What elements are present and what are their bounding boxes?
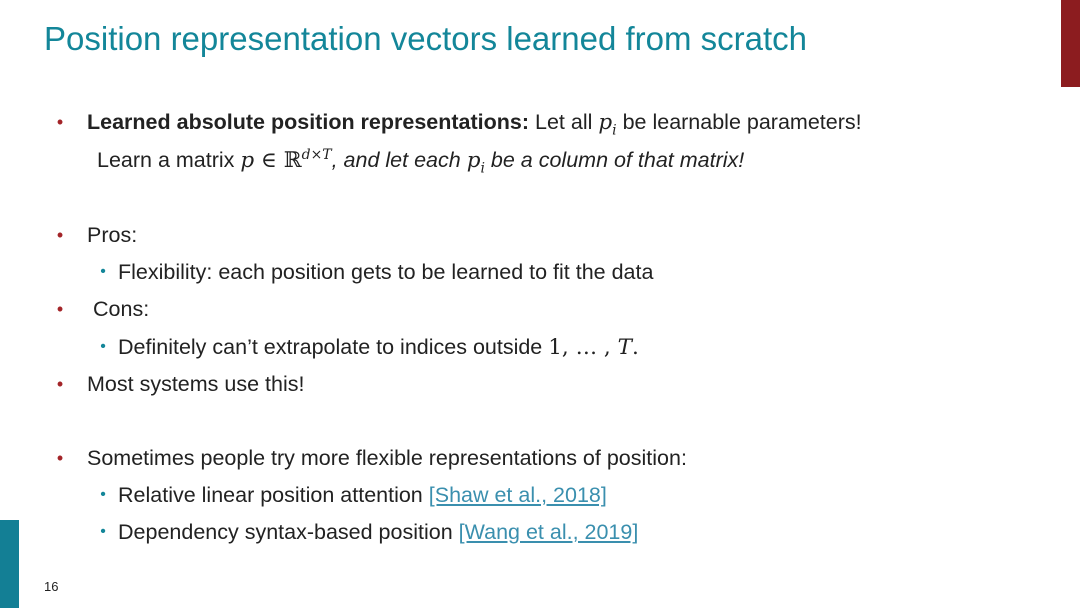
bullet-dot: • — [56, 374, 64, 394]
shaw-2018-citation-link[interactable]: [Shaw et al., 2018] — [428, 483, 607, 507]
bullet-dot: • — [56, 299, 64, 319]
sub-bullet-dot: • — [100, 523, 106, 540]
bullet-dot: • — [56, 225, 64, 245]
sometimes-item-dependency: Dependency syntax-based position [Wang et al., 2019] — [118, 520, 639, 544]
bullet-sometimes: Sometimes people try more flexible representations of position: — [87, 446, 687, 470]
pros-item: Flexibility: each position gets to be learned to fit the data — [118, 260, 654, 284]
bullet-learned-label: Learned absolute position representations: — [87, 110, 530, 134]
slide-title: Position representation vectors learned from scratch — [44, 20, 808, 57]
sub-bullet-dot: • — [100, 486, 106, 503]
bullet-dot: • — [56, 112, 64, 132]
bullet-pros: Pros: — [87, 223, 138, 247]
bullet-dot: • — [56, 448, 64, 468]
cons-item: Definitely can’t extrapolate to indices outside 1, … , T. — [118, 335, 639, 360]
page-number: 16 — [44, 579, 59, 594]
top-right-accent-bar — [1061, 0, 1080, 87]
bullet-cons: Cons: — [93, 297, 150, 321]
bullet-learned: Learned absolute position representations: Let all $p_i$ be learnable parameters! — [87, 110, 862, 139]
bottom-left-accent-bar — [0, 520, 19, 608]
sub-bullet-dot: • — [100, 338, 106, 355]
wang-2019-citation-link[interactable]: [Wang et al., 2019] — [458, 520, 639, 544]
sometimes-item-relative: Relative linear position attention [Shaw et al., 2018] — [118, 483, 607, 507]
bullet-most-systems: Most systems use this! — [87, 372, 305, 396]
sub-bullet-dot: • — [100, 263, 106, 280]
bullet-learned-subline: Learn a matrix p ∈ ℝ$^{d\times T}$, and let each $p_i$ be a column of that matrix! — [97, 146, 745, 177]
